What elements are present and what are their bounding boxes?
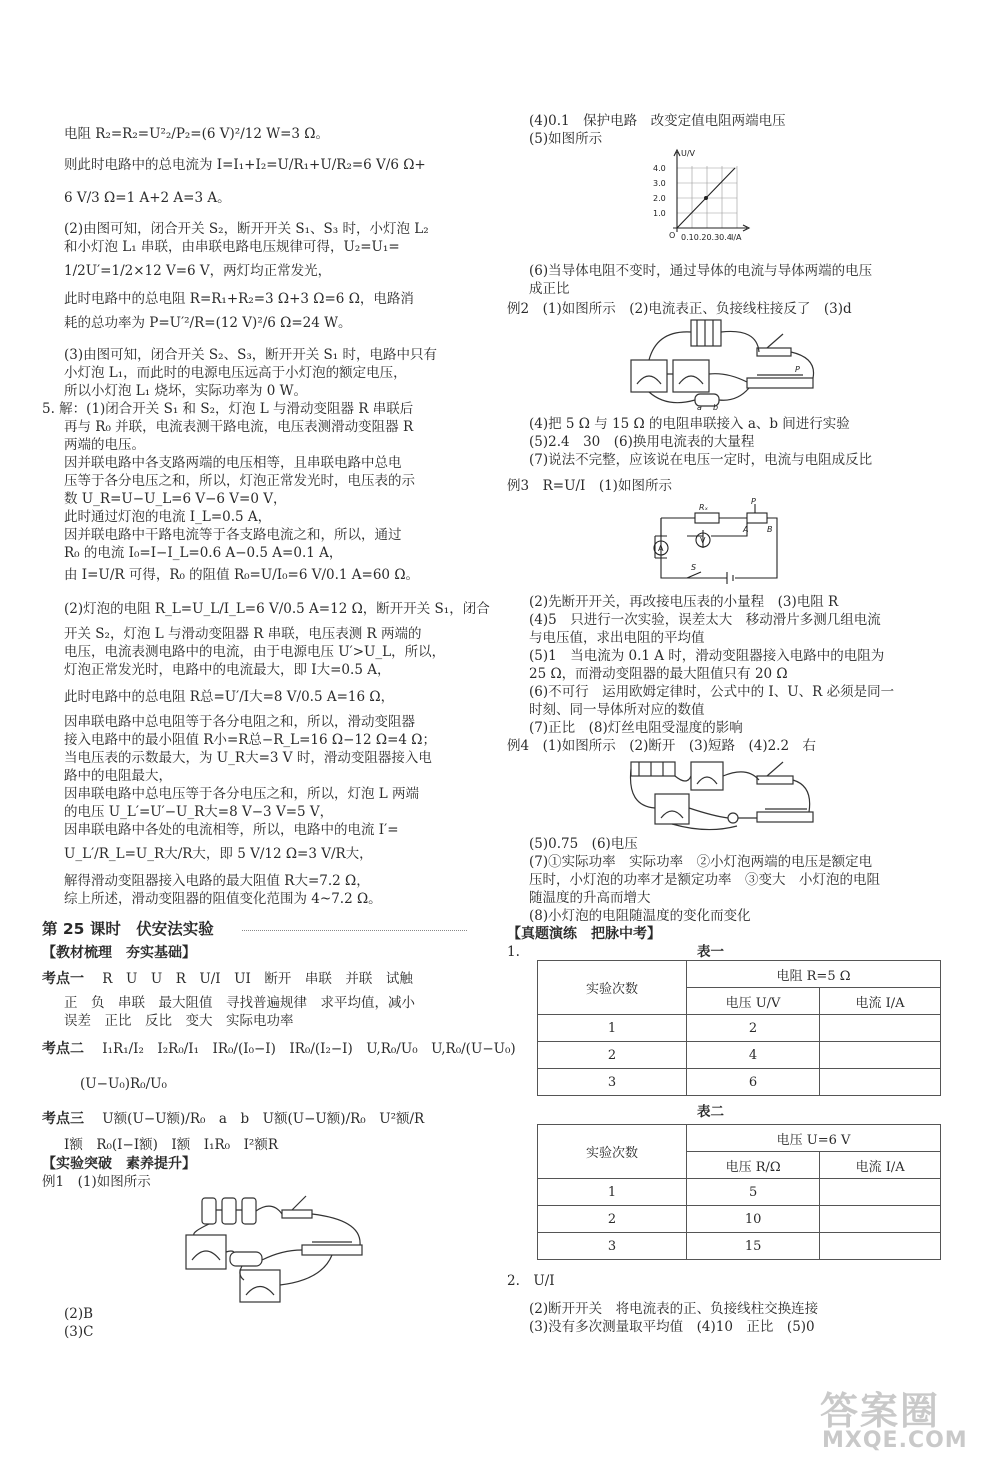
kaodian-3 — [42, 1110, 424, 1128]
table-row — [538, 1042, 941, 1069]
text-line: (5)2.4 30 (6)换用电流表的大量程 — [529, 434, 755, 450]
text-line: 开关 S₂，灯泡 L 与滑动变阻器 R 串联，电压表测 R 两端的 — [64, 626, 422, 642]
text-line: (6)不可行 运用欧姆定律时，公式中的 I、U、R 必须是同一 — [529, 684, 895, 700]
header-cell: 电压 R/Ω — [687, 1152, 820, 1179]
lesson-heading — [42, 920, 214, 938]
voltmeter-label: V — [700, 536, 706, 545]
kaodian-answers: U额(U−U额)/R₀ a b U额(U−U额)/R₀ U²额/R — [102, 1111, 425, 1127]
table-cell — [820, 1179, 941, 1206]
text-line: 因串联电路中各处的电流相等，所以，电路中的电流 I′= — [64, 822, 399, 838]
text-line: 综上所述，滑动变阻器的阻值变化范围为 4~7.2 Ω。 — [64, 891, 382, 907]
y-tick: 3.0 — [653, 179, 666, 188]
header-cell: 电压 U=6 V — [687, 1125, 941, 1152]
text-line: 因并联电路中干路电流等于各支路电流之和，所以，通过 — [64, 527, 402, 543]
text-line: 压时，小灯泡的功率才是额定功率 ③变大 小灯泡的电阻 — [529, 872, 880, 888]
y-tick: 2.0 — [653, 194, 666, 203]
text-line: 25 Ω，而滑动变阻器的最大阻值只有 20 Ω — [529, 666, 788, 682]
table-row — [538, 1069, 941, 1096]
a-terminal-label: A — [743, 525, 749, 534]
question-number: 1. — [507, 944, 520, 960]
ex2-apparatus-figure — [627, 318, 827, 410]
text-line: (8)小灯泡的电阻随温度的变化而变化 — [529, 908, 751, 924]
example-line: 例4 (1)如图所示 (2)断开 (3)短路 (4)2.2 右 — [507, 738, 817, 754]
text-line: 接入电路中的最小阻值 R小=R总−R_L=16 Ω−12 Ω=4 Ω； — [64, 732, 436, 748]
p-label: P — [751, 497, 756, 506]
origin-label: O — [669, 231, 676, 240]
header-cell: 实验次数 — [538, 1125, 687, 1179]
text-line: 5. 解：(1)闭合开关 S₁ 和 S₂，灯泡 L 与滑动变阻器 R 串联后 — [42, 401, 414, 417]
p-label: P — [795, 365, 800, 374]
text-line: (3)由图可知，闭合开关 S₂、S₃，断开开关 S₁ 时，电路中只有 — [64, 347, 437, 363]
example-line: 例1 (1)如图所示 — [42, 1174, 151, 1190]
a-label: a — [697, 403, 702, 410]
text-line: 小灯泡 L₁，而此时的电源电压远高于小灯泡的额定电压， — [64, 365, 407, 381]
text-line: (2)先断开开关，再改接电压表的小量程 (3)电阻 R — [529, 594, 839, 610]
table-cell: 4 — [687, 1042, 820, 1069]
text-line: 随温度的升高而增大 — [529, 890, 651, 906]
kaodian-answers: I₁R₁/I₂ I₂R₀/I₁ IR₀/(I₀−I) IR₀/(I₂−I) U,R₀/U₀ U,R₀/(U−U₀) — [102, 1041, 516, 1057]
text-line: 此时电路中的总电阻 R总=U′/I大=8 V/0.5 A=16 Ω， — [64, 689, 395, 705]
kaodian-2 — [42, 1040, 516, 1058]
header-cell: 实验次数 — [538, 961, 687, 1015]
ex4-apparatus-figure — [627, 756, 817, 834]
table-cell — [820, 1233, 941, 1260]
text-line: 因并联电路中各支路两端的电压相等，且串联电路中总电 — [64, 455, 402, 471]
text-line: 6 V/3 Ω=1 A+2 A=3 A。 — [64, 190, 231, 206]
u-i-graph — [647, 146, 757, 258]
text-line: U_L′/R_L=U_R大/R大，即 5 V/12 Ω=3 V/R大， — [64, 846, 373, 862]
table-row — [538, 1206, 941, 1233]
text-line: 此时通过灯泡的电流 I_L=0.5 A， — [64, 509, 272, 525]
text-line: 与电压值，求出电阻的平均值 — [529, 630, 705, 646]
text-line: (4)把 5 Ω 与 15 Ω 的电阻串联接入 a、b 间进行实验 — [529, 416, 850, 432]
question-line: 2. U/I — [507, 1273, 555, 1289]
table-cell: 5 — [687, 1179, 820, 1206]
text-line: 两端的电压。 — [64, 437, 145, 453]
text-line: 此时电路中的总电阻 R=R₁+R₂=3 Ω+3 Ω=6 Ω，电路消 — [64, 291, 414, 307]
header-cell: 电压 U/V — [687, 988, 820, 1015]
lesson-number: 第 25 课时 — [42, 920, 121, 938]
text-line: (4)5 只进行一次实验，误差太大 移动滑片多测几组电流 — [529, 612, 881, 628]
y-axis-label: U/V — [681, 149, 696, 158]
text-line: (7)①实际功率 实际功率 ②小灯泡两端的电压是额定电 — [529, 854, 873, 870]
data-table-1 — [537, 960, 941, 1096]
kaodian-line: (U−U₀)R₀/U₀ — [80, 1076, 167, 1092]
table-row — [538, 1179, 941, 1206]
text-line: 1/2U′=1/2×12 V=6 V，两灯均正常发光， — [64, 263, 332, 279]
kaodian-answers: R U U R U/I UI 断开 串联 并联 试触 — [102, 971, 413, 987]
table-cell: 3 — [538, 1069, 687, 1096]
kaodian-line: I额 R₀(I−I额) I额 I₁R₀ I²额R — [64, 1137, 278, 1153]
text-line: 因串联电路中总电阻等于各分电阻之和，所以，滑动变阻器 — [64, 714, 415, 730]
text-line: (5)如图所示 — [529, 131, 603, 147]
text-line: 则此时电路中的总电流为 I=I₁+I₂=U/R₁+U/R₂=6 V/6 Ω+ — [64, 157, 426, 173]
table-cell: 1 — [538, 1015, 687, 1042]
text-line: 时刻、同一导体所对应的数值 — [529, 702, 705, 718]
text-line: (2)由图可知，闭合开关 S₂，断开开关 S₁、S₃ 时，小灯泡 L₂ — [64, 221, 429, 237]
table-cell — [820, 1042, 941, 1069]
ammeter-label: A — [658, 544, 664, 553]
table-cell: 2 — [538, 1042, 687, 1069]
header-cell: 电阻 R=5 Ω — [687, 961, 941, 988]
divider — [242, 930, 467, 931]
section-heading: 【实验突破 素养提升】 — [42, 1156, 196, 1172]
rx-label: Rₓ — [699, 503, 709, 512]
text-line: 路中的电阻最大， — [64, 768, 172, 784]
table-cell — [820, 1069, 941, 1096]
text-line: (5)1 当电流为 0.1 A 时，滑动变阻器接入电路中的电阻为 — [529, 648, 885, 664]
table-caption: 表一 — [697, 944, 724, 960]
x-ticks: 0.10.20.30.4 — [681, 233, 732, 242]
text-line: 所以小灯泡 L₁ 烧坏，实际功率为 0 W。 — [64, 383, 308, 399]
graph-point — [704, 196, 708, 200]
kaodian-label: 考点二 — [42, 1041, 84, 1057]
table-cell: 2 — [538, 1206, 687, 1233]
table-cell: 3 — [538, 1233, 687, 1260]
text-line: 灯泡正常发光时，电路中的电流最大，即 I大=0.5 A， — [64, 662, 391, 678]
text-line: 电压，电流表测电路中的电流，由于电源电压 U′>U_L，所以， — [64, 644, 446, 660]
text-line: (6)当导体电阻不变时，通过导体的电流与导体两端的电压 — [529, 263, 873, 279]
text-line: (5)0.75 (6)电压 — [529, 836, 638, 852]
text-line: 再与 R₀ 并联，电流表测干路电流，电压表测滑动变阻器 R — [64, 419, 414, 435]
y-tick: 1.0 — [653, 209, 666, 218]
kaodian-1 — [42, 970, 413, 988]
text-line: 解得滑动变阻器接入电路的最大阻值 R大=7.2 Ω， — [64, 873, 370, 889]
lesson-title: 伏安法实验 — [136, 920, 214, 938]
table-cell: 1 — [538, 1179, 687, 1206]
b-label: b — [713, 403, 719, 410]
text-line: (3)C — [64, 1324, 94, 1340]
table-row — [538, 1015, 941, 1042]
text-line: (7)正比 (8)灯丝电阻受湿度的影响 — [529, 720, 743, 736]
text-line: 和小灯泡 L₁ 串联，由串联电路电压规律可得，U₂=U₁= — [64, 239, 400, 255]
text-line: 耗的总功率为 P=U′²/R=(12 V)²/6 Ω=24 W。 — [64, 315, 352, 331]
text-line: 成正比 — [529, 281, 570, 297]
table-caption: 表二 — [697, 1104, 724, 1120]
table-cell: 6 — [687, 1069, 820, 1096]
text-line: 压等于各分电压之和，所以，灯泡正常发光时，电压表的示 — [64, 473, 415, 489]
switch-label: S — [691, 563, 697, 572]
circuit-apparatus-figure — [182, 1190, 382, 1305]
text-line: (2)断开开关 将电流表的正、负接线柱交换连接 — [529, 1301, 819, 1317]
circuit-diagram — [647, 496, 797, 586]
text-line: (3)没有多次测量取平均值 (4)10 正比 (5)0 — [529, 1319, 815, 1335]
text-line: R₀ 的电流 I₀=I−I_L=0.6 A−0.5 A=0.1 A， — [64, 545, 343, 561]
watermark-logo: 答案圈 — [820, 1389, 941, 1433]
kaodian-line: 误差 正比 反比 变大 实际电功率 — [64, 1013, 294, 1029]
section-heading: 【教材梳理 夯实基础】 — [42, 945, 196, 961]
example-line: 例3 R=U/I (1)如图所示 — [507, 478, 672, 494]
text-line: (7)说法不完整，应该说在电压一定时，电流与电阻成反比 — [529, 452, 873, 468]
table-cell — [820, 1015, 941, 1042]
text-line: 的电压 U_L′=U′−U_R大=8 V−3 V=5 V， — [64, 804, 334, 820]
section-heading: 【真题演练 把脉中考】 — [507, 926, 661, 942]
table-row — [538, 1233, 941, 1260]
table-cell: 15 — [687, 1233, 820, 1260]
kaodian-label: 考点三 — [42, 1111, 84, 1127]
text-line: 数 U_R=U−U_L=6 V−6 V=0 V， — [64, 491, 287, 507]
x-axis-label: I/A — [731, 233, 742, 242]
text-line: (4)0.1 保护电路 改变定值电阻两端电压 — [529, 113, 786, 129]
text-line: 当电压表的示数最大，为 U_R大=3 V 时，滑动变阻器接入电 — [64, 750, 432, 766]
table-cell: 10 — [687, 1206, 820, 1233]
text-line: (2)灯泡的电阻 R_L=U_L/I_L=6 V/0.5 A=12 Ω，断开开关 S₁，闭合 — [64, 601, 490, 617]
example-line: 例2 (1)如图所示 (2)电流表正、负接线柱接反了 (3)d — [507, 301, 852, 317]
text-line: 电阻 R₂=R₂=U²₂/P₂=(6 V)²/12 W=3 Ω。 — [64, 126, 329, 142]
table-cell: 2 — [687, 1015, 820, 1042]
watermark-url: MXQE.COM — [822, 1428, 968, 1453]
b-terminal-label: B — [767, 525, 773, 534]
kaodian-line: 正 负 串联 最大阻值 寻找普遍规律 求平均值，减小 — [64, 995, 415, 1011]
text-line: 由 I=U/R 可得，R₀ 的阻值 R₀=U/I₀=6 V/0.1 A=60 Ω。 — [64, 567, 420, 583]
data-table-2 — [537, 1124, 941, 1260]
y-tick: 4.0 — [653, 164, 666, 173]
table-cell — [820, 1206, 941, 1233]
header-cell: 电流 I/A — [820, 1152, 941, 1179]
text-line: 因串联电路中总电压等于各分电压之和，所以，灯泡 L 两端 — [64, 786, 420, 802]
text-line: (2)B — [64, 1306, 94, 1322]
header-cell: 电流 I/A — [820, 988, 941, 1015]
kaodian-label: 考点一 — [42, 971, 84, 987]
